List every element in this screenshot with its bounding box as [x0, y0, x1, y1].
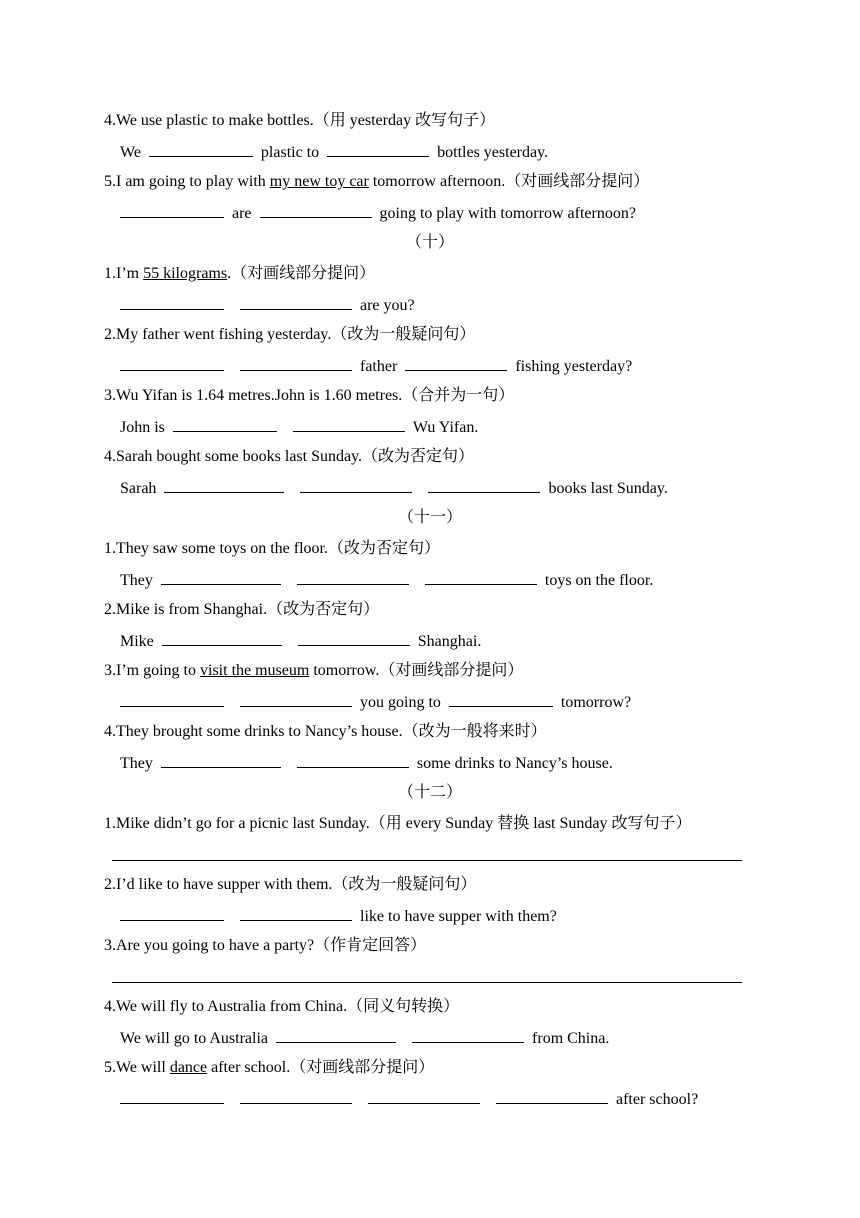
answer-text: fishing yesterday?: [515, 358, 633, 375]
question-text: tomorrow afternoon.（对画线部分提问）: [368, 173, 650, 190]
question-12-2: [104, 875, 476, 895]
question-text: 5.We will: [104, 1059, 170, 1076]
answer-text: are: [232, 205, 252, 222]
fill-blank[interactable]: [161, 570, 281, 585]
fill-blank[interactable]: [240, 356, 352, 371]
answer-text: Shanghai.: [417, 633, 482, 650]
question-text: 4.They brought some drinks to Nancy’s house.（改为一般将来时）: [104, 723, 547, 740]
question-text: tomorrow.（对画线部分提问）: [309, 662, 524, 679]
answer-text: father: [360, 358, 398, 375]
fill-blank[interactable]: [161, 753, 281, 768]
answer-text: John is: [120, 419, 165, 436]
question-12-4: [104, 997, 459, 1017]
fill-blank[interactable]: [297, 753, 409, 768]
fill-blank[interactable]: [120, 1089, 224, 1104]
question-text: 1.I’m: [104, 265, 144, 282]
full-answer-line[interactable]: [112, 860, 742, 861]
question-12-1: [104, 814, 692, 834]
question-text: 1.They saw some toys on the floor.（改为否定句）: [104, 540, 440, 557]
underlined-phrase: 55 kilograms: [143, 265, 228, 282]
question-text: 3.Are you going to have a party?（作肯定回答）: [104, 937, 427, 954]
question-text: 2.Mike is from Shanghai.（改为否定句）: [104, 601, 380, 618]
answer-line-9-5: [120, 203, 636, 224]
underlined-phrase: my new toy car: [269, 173, 369, 190]
answer-line-11-1: [120, 570, 653, 591]
question-text: 1.Mike didn’t go for a picnic last Sunday.（用 every Sunday 替换 last Sunday 改写句子）: [104, 815, 692, 832]
question-11-2: [104, 600, 379, 620]
fill-blank[interactable]: [260, 203, 372, 218]
question-10-4: [104, 447, 474, 467]
fill-blank[interactable]: [496, 1089, 608, 1104]
answer-text: Mike: [120, 633, 154, 650]
question-text: 3.I’m going to: [104, 662, 200, 679]
underlined-phrase: dance: [169, 1059, 208, 1076]
answer-text: after school?: [616, 1091, 699, 1108]
question-11-1: [104, 539, 440, 559]
fill-blank[interactable]: [297, 570, 409, 585]
answer-text: Wu Yifan.: [412, 419, 479, 436]
fill-blank[interactable]: [240, 906, 352, 921]
section-heading-12: （十二）: [397, 784, 462, 801]
fill-blank[interactable]: [162, 631, 282, 646]
question-text: 3.Wu Yifan is 1.64 metres.John is 1.60 metres.（合并为一句）: [104, 387, 515, 404]
answer-line-11-4: [120, 753, 613, 774]
answer-text: you going to: [360, 694, 441, 711]
answer-line-12-2: [120, 906, 557, 927]
fill-blank[interactable]: [173, 417, 277, 432]
answer-text: like to have supper with them?: [360, 908, 557, 925]
answer-text: toys on the floor.: [544, 572, 654, 589]
answer-text: books last Sunday.: [548, 480, 668, 497]
answer-line-10-3: [120, 417, 478, 438]
question-text: after school.（对画线部分提问）: [207, 1059, 435, 1076]
question-12-3: [104, 936, 426, 956]
fill-blank[interactable]: [120, 692, 224, 707]
question-11-3: [104, 661, 523, 681]
answer-text: We: [120, 144, 141, 161]
answer-line-11-3: [120, 692, 631, 713]
answer-text: bottles yesterday.: [437, 144, 549, 161]
fill-blank[interactable]: [120, 906, 224, 921]
answer-text: They: [120, 572, 153, 589]
question-text: 2.My father went fishing yesterday.（改为一般疑问句）: [104, 326, 476, 343]
question-10-1: [104, 264, 375, 284]
answer-line-9-4: [120, 142, 548, 163]
answer-text: going to play with tomorrow afternoon?: [379, 205, 636, 222]
answer-text: tomorrow?: [560, 694, 632, 711]
fill-blank[interactable]: [300, 478, 412, 493]
question-text: 2.I’d like to have supper with them.（改为一般疑问句）: [104, 876, 477, 893]
fill-blank[interactable]: [327, 142, 429, 157]
question-text: 4.We will fly to Australia from China.（同义句转换）: [104, 998, 460, 1015]
fill-blank[interactable]: [293, 417, 405, 432]
answer-line-12-4: [120, 1028, 609, 1049]
question-10-3: [104, 386, 514, 406]
question-text: .（对画线部分提问）: [227, 265, 376, 282]
fill-blank[interactable]: [276, 1028, 396, 1043]
fill-blank[interactable]: [149, 142, 253, 157]
answer-text: are you?: [360, 297, 415, 314]
underlined-phrase: visit the museum: [200, 662, 310, 679]
section-heading-11: （十一）: [397, 509, 462, 526]
fill-blank[interactable]: [120, 295, 224, 310]
answer-line-10-1: [120, 295, 415, 316]
question-text: 4.Sarah bought some books last Sunday.（改为否定句）: [104, 448, 475, 465]
question-12-5: [104, 1058, 434, 1078]
question-text: 4.We use plastic to make bottles.（用 yesterday 改写句子）: [104, 112, 496, 129]
fill-blank[interactable]: [425, 570, 537, 585]
question-9-4: [104, 111, 495, 131]
fill-blank[interactable]: [368, 1089, 480, 1104]
answer-line-10-2: [120, 356, 632, 377]
section-heading-10: （十）: [405, 234, 454, 251]
answer-line-10-4: [120, 478, 668, 499]
answer-text: Sarah: [120, 480, 157, 497]
question-9-5: [104, 172, 649, 192]
fill-blank[interactable]: [240, 692, 352, 707]
fill-blank[interactable]: [298, 631, 410, 646]
answer-text: some drinks to Nancy’s house.: [416, 755, 613, 772]
answer-line-11-2: [120, 631, 481, 652]
full-answer-line[interactable]: [112, 982, 742, 983]
question-11-4: [104, 722, 547, 742]
fill-blank[interactable]: [164, 478, 284, 493]
fill-blank[interactable]: [412, 1028, 524, 1043]
answer-line-12-5: [120, 1089, 698, 1110]
answer-text: We will go to Australia: [120, 1030, 269, 1047]
fill-blank[interactable]: [405, 356, 507, 371]
fill-blank[interactable]: [428, 478, 540, 493]
fill-blank[interactable]: [120, 203, 224, 218]
question-text: 5.I am going to play with: [104, 173, 270, 190]
fill-blank[interactable]: [449, 692, 553, 707]
answer-text: from China.: [532, 1030, 610, 1047]
fill-blank[interactable]: [240, 1089, 352, 1104]
fill-blank[interactable]: [240, 295, 352, 310]
answer-text: They: [120, 755, 153, 772]
answer-text: plastic to: [260, 144, 320, 161]
fill-blank[interactable]: [120, 356, 224, 371]
question-10-2: [104, 325, 475, 345]
